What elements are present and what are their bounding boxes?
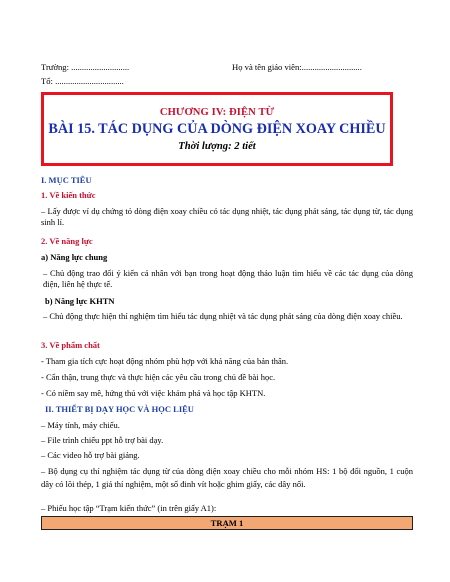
subsection-qualities: 3. Về phẩm chất	[41, 340, 100, 350]
lesson-title: BÀI 15. TÁC DỤNG CỦA DÒNG ĐIỆN XOAY CHIỀU	[48, 121, 386, 137]
school-field: Trường: ...........................	[41, 62, 130, 72]
general-competence-text: – Chủ động trao đổi ý kiến cá nhân với bạn trong hoạt động thảo luận tìm hiểu về các tác dụng của dòng điện, liên hệ thực tế.	[43, 268, 413, 289]
knowledge-text: – Lấy được ví dụ chứng tỏ dòng điện xoay chiều có tác dụng nhiệt, tác dụng phát sáng, tác dụng từ, tác dụng sinh lí.	[41, 206, 413, 227]
quality-item: - Có niềm say mê, hứng thú với việc khám phá và học tập KHTN.	[41, 388, 266, 398]
quality-item: - Cẩn thận, trung thực và thực hiện các yêu cầu trong chủ đề bài học.	[41, 372, 276, 382]
equipment-item: – Máy tính, máy chiếu.	[41, 420, 120, 430]
equipment-item: – File trình chiếu ppt hỗ trợ bài dạy.	[41, 435, 164, 445]
teacher-field: Họ và tên giáo viên:............................	[232, 62, 362, 72]
group-field: Tổ: ................................	[41, 76, 124, 86]
section-objectives: I. MỤC TIÊU	[41, 175, 92, 185]
subsection-knowledge: 1. Về kiến thức	[41, 190, 96, 200]
subsection-competence: 2. Về năng lực	[41, 236, 93, 246]
station-header: TRẠM 1	[41, 516, 413, 530]
duration-label: Thời lượng: 2 tiết	[178, 141, 256, 152]
title-box	[41, 92, 393, 166]
science-competence-heading: b) Năng lực KHTN	[45, 296, 115, 306]
quality-item: - Tham gia tích cực hoạt động nhóm phù hợp với khả năng của bản thân.	[41, 356, 289, 366]
chapter-title: CHƯƠNG IV: ĐIỆN TỪ	[159, 107, 275, 118]
section-equipment: II. THIẾT BỊ DẠY HỌC VÀ HỌC LIỆU	[45, 404, 194, 414]
general-competence-heading: a) Năng lực chung	[41, 252, 108, 262]
equipment-item: – Bộ dụng cụ thí nghiệm tác dụng từ của dòng điện xoay chiều cho mỗi nhóm HS: 1 bộ đổi nguồn, 1 cuộn dây có lõi thép, 1 giá thí nghiệm, một số đinh vít hoặc ghim giấy, các dây nối.	[41, 466, 413, 489]
equipment-item: – Các video hỗ trợ bài giảng.	[41, 450, 140, 460]
equipment-item: – Phiếu học tập “Trạm kiến thức” (in trên giấy A1):	[41, 503, 217, 513]
science-competence-text: – Chủ động thực hiện thí nghiệm tìm hiểu tác dụng nhiệt và tác dụng phát sáng của dòng điện xoay chiều.	[43, 311, 403, 321]
